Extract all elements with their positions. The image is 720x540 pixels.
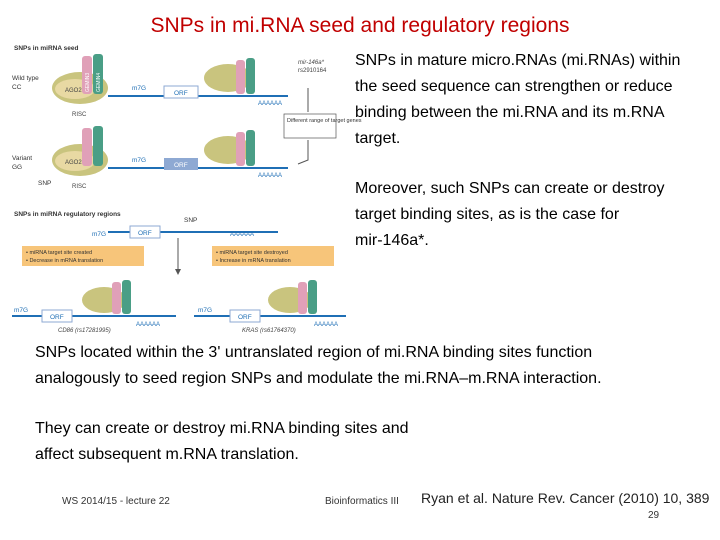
orf-label-1: ORF bbox=[174, 90, 188, 97]
orf-label-5: ORF bbox=[238, 314, 252, 321]
variant-label: Variant bbox=[12, 155, 33, 162]
gemin3-label: GEMIN3 bbox=[85, 72, 91, 92]
gemin4-label: GEMIN4 bbox=[96, 72, 102, 92]
footer-lecture: WS 2014/15 - lecture 22 bbox=[62, 496, 170, 507]
polya-label-1: AAAAAA bbox=[258, 101, 283, 107]
panel-b-title: SNPs in miRNA regulatory regions bbox=[14, 211, 121, 218]
svg-text:Different range of target gene bbox=[287, 118, 362, 124]
gene-left-label: CD86 (rs17281995) bbox=[58, 328, 111, 334]
orf-label-3: ORF bbox=[138, 230, 152, 237]
orf-label-4: ORF bbox=[50, 314, 64, 321]
m7g-label-4: m7G bbox=[14, 307, 29, 314]
variant-allele: GG bbox=[12, 164, 23, 171]
range-box-text: Different range of target genes bbox=[287, 118, 362, 124]
mir-label: mir-146a* bbox=[298, 60, 324, 66]
risc-complex-variant bbox=[52, 126, 108, 190]
gene-right-label: KRAS (rs61764370) bbox=[242, 328, 296, 334]
orf-label-2: ORF bbox=[174, 162, 188, 169]
paragraph-utr-snps: SNPs located within the 3' untranslated region of mi.RNA binding sites function analogously to seed region SNPs and modulate the mi.RNA–m.RNA interaction. bbox=[35, 344, 602, 387]
snp-mirna-figure bbox=[8, 42, 362, 334]
rs-label: rs2910164 bbox=[298, 68, 327, 74]
m7g-label-1: m7G bbox=[132, 85, 147, 92]
risc-complex-wildtype bbox=[52, 54, 108, 118]
wild-type-label: Wild type bbox=[12, 75, 39, 82]
m7g-label-3: m7G bbox=[92, 231, 107, 238]
m7g-label-5: m7G bbox=[198, 307, 213, 314]
risc-label: RISC bbox=[72, 112, 87, 118]
ago2-label: AGO2 bbox=[65, 88, 82, 94]
risc-label-2: RISC bbox=[72, 184, 87, 190]
ago2-label-2: AGO2 bbox=[65, 160, 82, 166]
m7g-label-2: m7G bbox=[132, 157, 147, 164]
footer-course: Bioinformatics III bbox=[325, 496, 399, 507]
paragraph-binding-sites: They can create or destroy mi.RNA binding sites and affect subsequent m.RNA translation. bbox=[35, 420, 409, 463]
right-box-line1: • miRNA target site destroyed bbox=[216, 250, 288, 256]
paragraph-target-sites: Moreover, such SNPs can create or destroy target binding sites, as is the case for mir‑146a*. bbox=[355, 180, 665, 249]
snp-arrow-label: SNP bbox=[184, 217, 198, 224]
paragraph-mirna-seed: SNPs in mature micro.RNAs (mi.RNAs) within the seed sequence can strengthen or reduce binding between the mi.RNA and its m.RNA target. bbox=[355, 52, 681, 147]
wild-type-allele: CC bbox=[12, 84, 22, 91]
polya-label-5: AAAAAA bbox=[314, 322, 339, 328]
panel-a-title: SNPs in miRNA seed bbox=[14, 45, 79, 52]
page-number: 29 bbox=[648, 510, 660, 521]
left-box-line2: • Decrease in mRNA translation bbox=[26, 258, 104, 264]
citation: Ryan et al. Nature Rev. Cancer (2010) 10, 389 bbox=[421, 490, 710, 506]
left-box-line1: • miRNA target site created bbox=[26, 250, 93, 256]
polya-label-2: AAAAAA bbox=[258, 173, 283, 179]
polya-label-4: AAAAAA bbox=[136, 322, 161, 328]
slide-title: SNPs in mi.RNA seed and regulatory regions bbox=[150, 14, 570, 37]
snp-label: SNP bbox=[38, 180, 52, 187]
right-box-line2: • Increase in mRNA translation bbox=[216, 258, 291, 264]
polya-label-3: AAAAAA bbox=[230, 232, 255, 238]
